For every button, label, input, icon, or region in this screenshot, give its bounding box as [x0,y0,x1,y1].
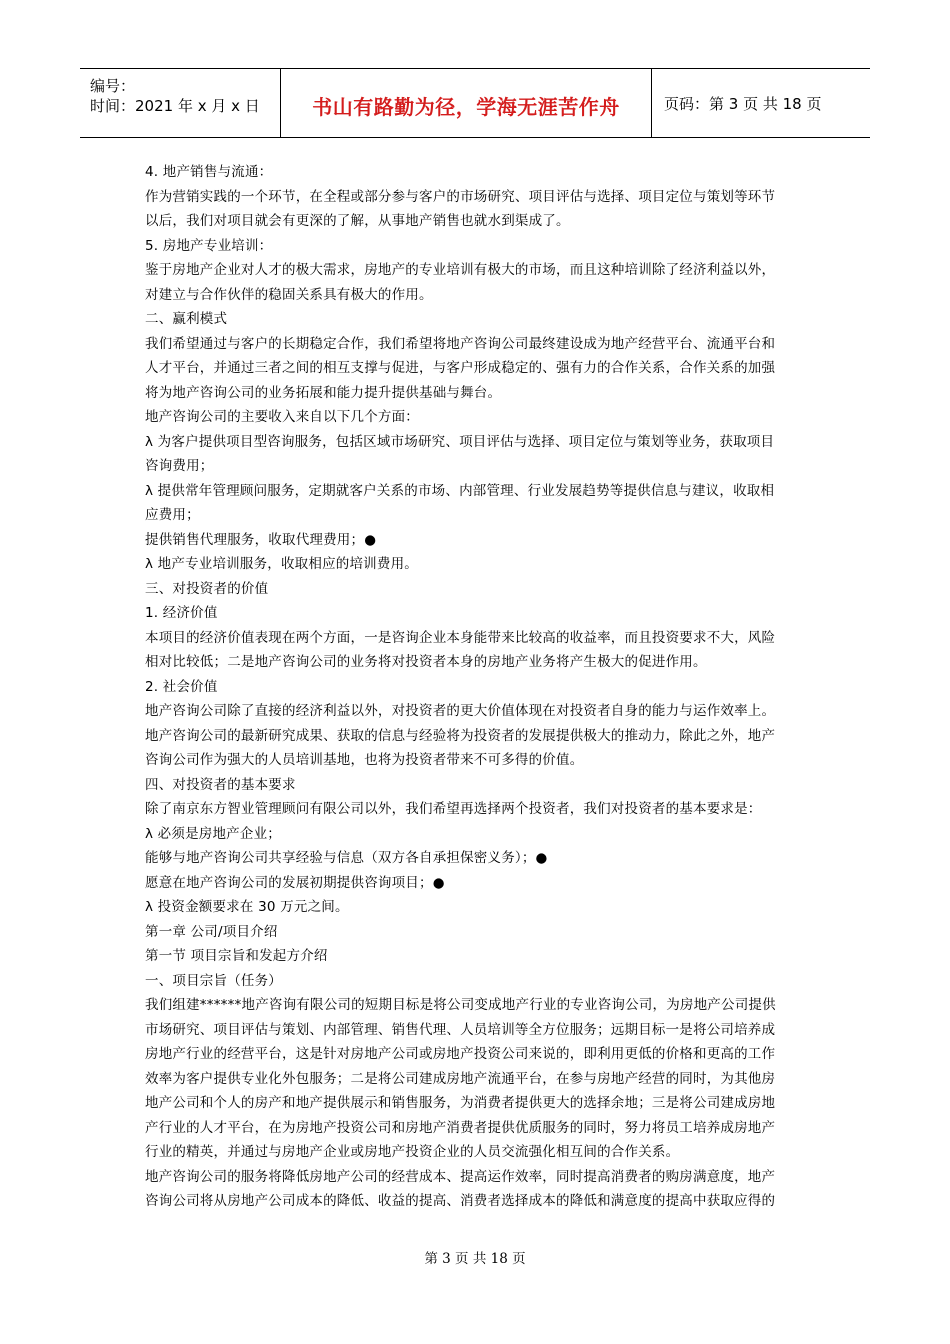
text-line: 相对比较低；二是地产咨询公司的业务将对投资者本身的房地产业务将产生极大的促进作用。 [145,654,707,670]
text-line: 除了南京东方智业管理顾问有限公司以外，我们希望再选择两个投资者，我们对投资者的基本要求是： [145,801,762,817]
header-info-cell [80,69,281,137]
text-line: 鉴于房地产企业对人才的极大需求，房地产的专业培训有极大的市场，而且这种培训除了经济利益以外， [145,262,776,278]
text-line: 第一节 项目宗旨和发起方介绍 [145,948,328,964]
text-line: 地产咨询公司的服务将降低房地产公司的经营成本、提高运作效率，同时提高消费者的购房满意度，地产 [145,1168,776,1185]
text-line: λ 为客户提供项目型咨询服务，包括区域市场研究、项目评估与选择、项目定位与策划等业务，获取项目 [145,433,775,450]
text-line: 提供销售代理服务，收取代理费用；● [145,531,377,548]
text-line: 作为营销实践的一个环节，在全程或部分参与客户的市场研究、项目评估与选择、项目定位与策划等环节 [145,188,776,205]
motto: 书山有路勤为径，学海无涯苦作舟 [312,95,620,119]
text-line: 行业的精英，并通过与房地产企业或房地产投资企业的人员交流强化相互间的合作关系。 [145,1144,680,1160]
time-label: 时间：2021 年 x 月 x 日 [90,97,260,115]
text-line: 能够与地产咨询公司共享经验与信息（双方各自承担保密义务）；● [145,850,548,866]
text-line: 咨询公司将从房地产公司成本的降低、收益的提高、消费者选择成本的降低和满意度的提高中获取应得的 [145,1193,776,1209]
text-line: 四、对投资者的基本要求 [145,776,296,793]
text-line: 我们希望通过与客户的长期稳定合作，我们希望将地产咨询公司最终建设成为地产经营平台、流通平台和 [145,335,776,352]
text-line: λ 必须是房地产企业； [145,825,281,842]
document-body [145,160,810,1214]
header-motto-cell [281,69,652,137]
text-line: 我们组建******地产咨询有限公司的短期目标是将公司变成地产行业的专业咨询公司，为房地产公司提供 [145,997,776,1013]
text-line: 将为地产咨询公司的业务拓展和能力提升提供基础与舞台。 [145,384,502,401]
text-line: 地产咨询公司的最新研究成果、获取的信息与经验将为投资者的发展提供极大的推动力，除此之外，地产 [145,727,776,744]
text-line: 5. 房地产专业培训： [145,237,273,254]
text-line: 一、项目宗旨（任务） [145,972,282,989]
text-line: 产行业的人才平台，在为房地产投资公司和房地产消费者提供优质服务的同时，努力将员工培养成房地产 [145,1119,776,1136]
text-line: 咨询公司作为强大的人员培训基地，也将为投资者带来不可多得的价值。 [145,752,584,768]
text-line: λ 地产专业培训服务，收取相应的培训费用。 [145,556,418,572]
text-line: λ 提供常年管理顾问服务，定期就客户关系的市场、内部管理、行业发展趋势等提供信息与建议，收取相 [145,482,775,499]
header-page-cell [652,69,870,137]
text-line: 2. 社会价值 [145,678,218,695]
text-line: 应费用； [145,507,200,523]
text-line: 本项目的经济价值表现在两个方面，一是咨询企业本身能带来比较高的收益率，而且投资要求不大，风险 [145,629,776,646]
text-line: 第一章 公司/项目介绍 [145,923,278,940]
page-code: 页码：第 3 页 共 18 页 [664,95,822,113]
text-line: 地产咨询公司的主要收入来自以下几个方面： [145,409,419,425]
text-line: 人才平台，并通过三者之间的相互支撑与促进，与客户形成稳定的、强有力的合作关系，合作关系的加强 [145,360,776,376]
text-line: 对建立与合作伙伴的稳固关系具有极大的作用。 [145,286,433,303]
text-line: 二、赢利模式 [145,311,228,327]
text-line: 市场研究、项目评估与策划、内部管理、销售代理、人员培训等全方位服务；远期目标一是将公司培养成 [145,1021,776,1038]
text-line: 4. 地产销售与流通： [145,164,273,180]
text-line: 地产咨询公司除了直接的经济利益以外，对投资者的更大价值体现在对投资者自身的能力与运作效率上。 [145,703,776,719]
text-line: 愿意在地产咨询公司的发展初期提供咨询项目；● [145,874,445,891]
text-line: 咨询费用； [145,458,214,474]
page-footer: 第 3 页 共 18 页 [424,1251,526,1267]
text-line: λ 投资金额要求在 30 万元之间。 [145,899,349,915]
text-line: 房地产行业的经营平台，这是针对房地产公司或房地产投资公司来说的，即利用更低的价格和更高的工作 [145,1046,776,1062]
text-line: 效率为客户提供专业化外包服务；二是将公司建成房地产流通平台，在参与房地产经营的同时，为其他房 [145,1070,776,1087]
text-line: 以后，我们对项目就会有更深的了解，从事地产销售也就水到渠成了。 [145,213,570,229]
text-line: 三、对投资者的价值 [145,580,269,597]
number-label: 编号： [90,77,136,95]
text-line: 地产公司和个人的房产和地产提供展示和销售服务，为消费者提供更大的选择余地；三是将公司建成房地 [145,1095,776,1111]
text-line: 1. 经济价值 [145,605,218,621]
page-header [80,68,870,138]
